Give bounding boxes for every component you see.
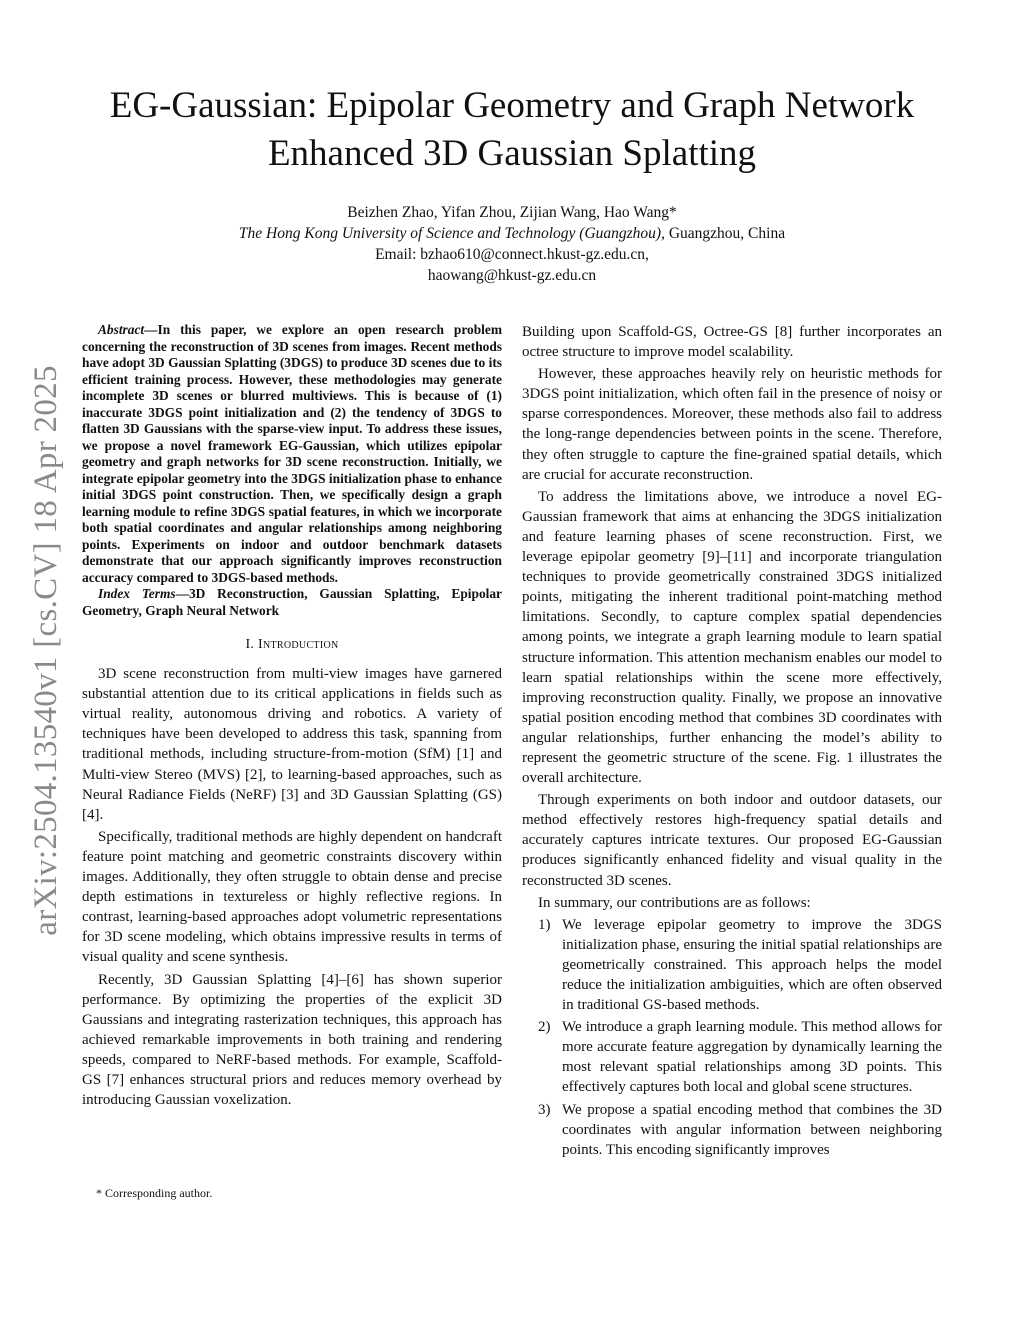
section-number: I. [245,637,259,652]
contribution-text: We leverage epipolar geometry to improve the 3DGS initialization phase, ensuring the initial spatial relationships are geometrically constrained. This approach helps the model reduce the initialization ambiguities, which are often observed in traditional GS-based methods. [562,916,942,1014]
body-paragraph: In summary, our contributions are as follows: [538,894,811,911]
contribution-text: We introduce a graph learning module. This method allows for more accurate feature aggregation by dynamically learning the most relevant spatial relationships among 3D points. This effectively captures both local and global scene structures. [562,1019,942,1096]
body-paragraph: Through experiments on both indoor and outdoor datasets, our method effectively restores high-frequency spatial details and accurately captures intricate textures. Our proposed EG-Gaussian produces significantly enhanced fidelity and visual quality in the reconstructed 3D scenes. [522,792,942,889]
body-paragraph: Building upon Scaffold-GS, Octree-GS [8] further incorporates an octree structure to improve model scalability. [522,324,942,361]
index-terms-label: Index Terms [98,586,176,601]
paper-title: EG-Gaussian: Epipolar Geometry and Graph Network Enhanced 3D Gaussian Splatting [109,85,915,174]
email-line-2: haowang@hkust-gz.edu.cn [427,267,597,284]
contribution-text: We propose a spatial encoding method that combines the 3D coordinates with angular information between neighboring points. This encoding significantly improves [562,1101,942,1158]
footnote: * Corresponding author. [96,1186,213,1200]
left-column [82,322,502,1112]
index-terms [82,586,502,619]
contribution-number: 2) [538,1019,551,1036]
intro-paragraph: 3D scene reconstruction from multi-view images have garnered substantial attention due to its critical applications in fields such as virtual reality, autonomous driving and robotics. A variety of techniques have been developed to address this task, spanning from traditional methods, including structure-from-motion (SfM) [1] and Multi-view Stereo (MVS) [2], to learning-based approaches, such as Neural Radiance Fields (NeRF) [3] and 3D Gaussian Splatting (GS) [4]. [82,666,502,823]
body-paragraph: However, these approaches heavily rely on heuristic methods for 3DGS point initialization, which often fail in the presence of noisy or sparse correspondences. Moreover, these methods also fail to address the long-range dependencies between points in the scene. Therefore, they often struggle to capture the fine-grained spatial details, which are crucial for accurate reconstruction. [522,366,942,483]
body-paragraph: To address the limitations above, we introduce a novel EG-Gaussian framework that aims at enhancing the 3DGS initialization and feature learning phases of scene reconstruction. First, we leverage epipolar geometry [9]–[11] and incorporate triangulation techniques to provide geometrically constrained 3DGS initialized points, mitigating the inherent traditional point-matching method limitations. Secondly, to capture complex spatial dependencies among points, we integrate a graph learning module to learn spatial structure information. This attention mechanism enables our model to learn spatial relationships within the scene more effectively, improving reconstruction quality. Finally, we propose an innovative spatial position encoding method that combines 3D coordinates with angular relationships, further enhancing the model’s ability to represent the geometric structure of the scene. Fig. 1 illustrates the overall architecture. [522,488,942,787]
index-terms-text: —3D Reconstruction, Gaussian Splatting, Epipolar Geometry, Graph Neural Network [82,586,502,618]
author-block [120,202,904,286]
arxiv-identifier: arXiv:2504.13540v1 [cs.CV] 18 Apr 2025 [27,364,64,936]
contribution-item [522,1100,942,1160]
affiliation-name: The Hong Kong University of Science and Technology (Guangzhou) [238,225,662,242]
contribution-number: 1) [538,916,551,933]
section-title: Introduction [258,637,339,652]
abstract-paragraph [82,322,502,586]
arxiv-identifier-margin [18,350,74,950]
right-column [522,322,942,1162]
email-line-1: Email: bzhao610@connect.hkust-gz.edu.cn, [375,246,649,263]
contribution-item [522,915,942,1015]
intro-paragraph: Recently, 3D Gaussian Splatting [4]–[6] has shown superior performance. By optimizing the properties of the explicit 3D Gaussians and integrating rasterization techniques, this approach has achieved remarkable improvements in both training and rendering speeds, compared to NeRF-based methods. For example, Scaffold-GS [7] enhances structural priors and reduces memory overhead by introducing Gaussian voxelization. [82,971,502,1109]
affiliation [120,223,904,244]
abstract [82,322,502,619]
intro-paragraph: Specifically, traditional methods are highly dependent on handcraft feature point matching and geometric constraints discovery within images. Additionally, they often struggle to obtain dense and precise depth estimations in textureless or highly reflective regions. In contrast, learning-based approaches adopt volumetric representations for 3D scene modeling, which obtains impressive results in terms of visual quality and scene synthesis. [82,828,502,966]
section-heading-introduction [82,635,502,655]
abstract-label: Abstract [98,322,145,337]
contributions-list [522,915,942,1160]
affiliation-place: , Guangzhou, China [661,225,786,242]
author-list: Beizhen Zhao, Yifan Zhou, Zijian Wang, Hao Wang* [347,204,677,221]
abstract-text: —In this paper, we explore an open research problem concerning the reconstruction of 3D scenes from images. Recent methods have adopt 3D Gaussian Splatting (3DGS) to produce 3D scenes due to its efficient training process. However, these methodologies may generate incomplete 3D scenes or blurred multiviews. This is because of (1) inaccurate 3DGS point initialization and (2) the tendency of 3DGS to flatten 3D Gaussians with the sparse-view input. To address these issues, we propose a novel framework EG-Gaussian, which utilizes epipolar geometry and graph networks for 3D scene reconstruction. Initially, we integrate epipolar geometry into the 3DGS initialization phase to enhance initial 3DGS point construction. Then, we specifically design a graph learning module to refine 3DGS spatial features, in which we incorporate both spatial coordinates and angular relationships among neighboring points. Experiments on indoor and outdoor benchmark datasets demonstrate that our approach significantly improves reconstruction accuracy compared to 3DGS-based methods. [82,322,502,585]
contribution-item [522,1017,942,1097]
contribution-number: 3) [538,1101,551,1118]
